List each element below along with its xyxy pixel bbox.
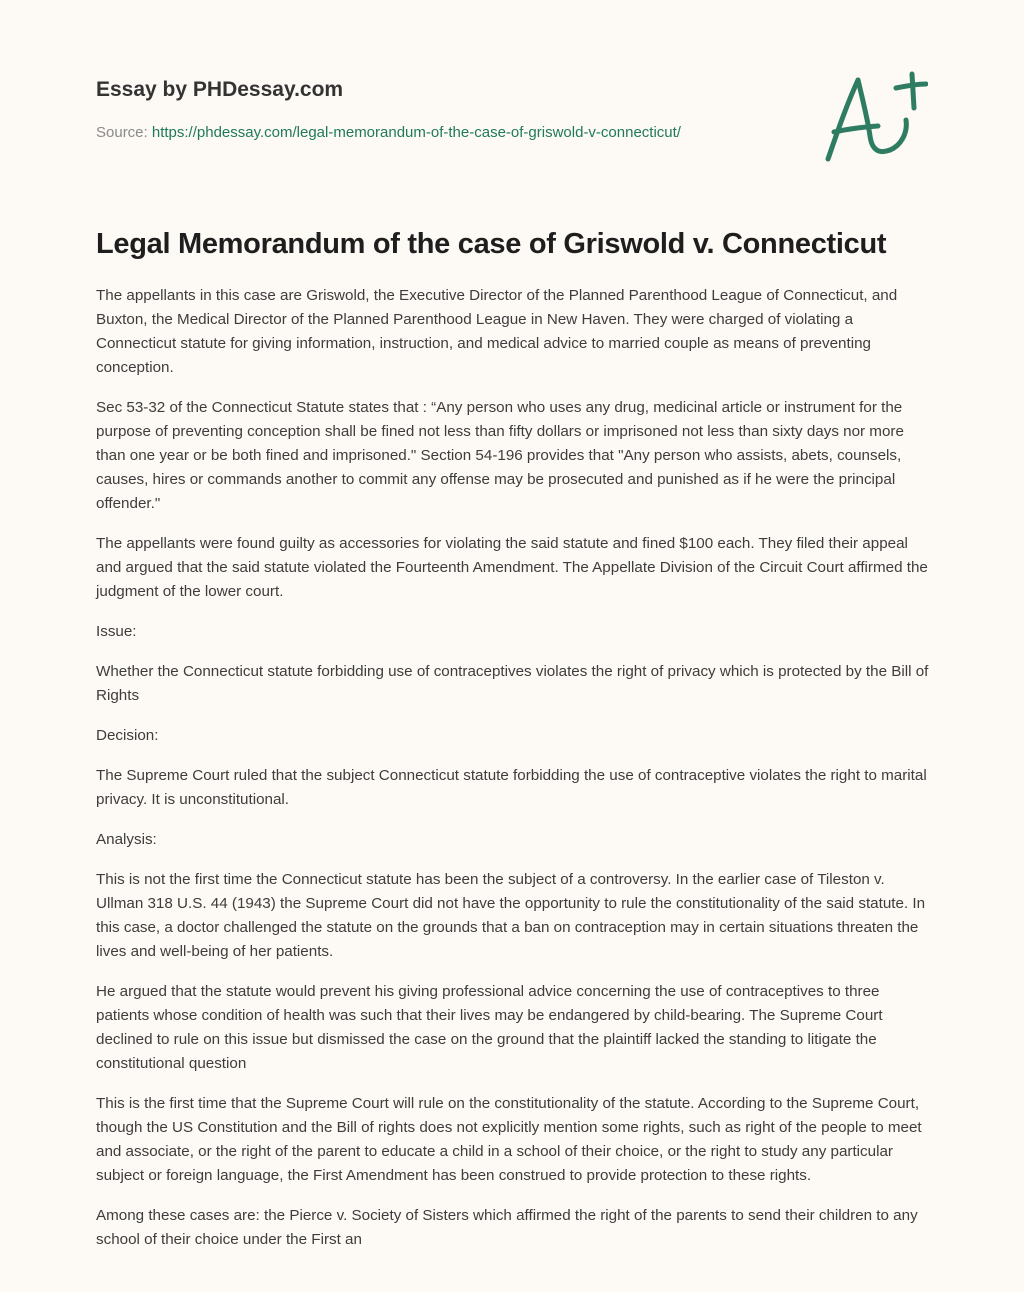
paragraph-guilty: The appellants were found guilty as accessories for violating the said statute and fined $100 each. They filed their appeal and argued that the said statute violated the Fourteenth Amendment. The Appellate Division of the Circuit Court affirmed the judgment of the lower court. [96, 535, 928, 600]
paragraph-appellants: The appellants in this case are Griswold, the Executive Director of the Planned Parenthood League of Connecticut, and Buxton, the Medical Director of the Planned Parenthood League in New Haven. They were charged of violating a Connecticut statute for giving information, instruction, and medical advice to married couple as means of preventing conception. [96, 287, 898, 376]
site-title: Essay by PHDessay.com [96, 78, 344, 101]
source-link[interactable]: https://phdessay.com/legal-memorandum-of-the-case-of-griswold-v-connecticut/ [151, 124, 681, 141]
source-label: Source: [96, 124, 148, 141]
paragraph-analysis-2: He argued that the statute would prevent his giving professional advice concerning the use of contraceptives to three patients whose condition of health was such that their lives may be endangered by child-bearing. The Supreme Court declined to rule on this issue but dismissed the case on the ground that the plaintiff lacked the standing to litigate the constitutional question [96, 983, 883, 1072]
paragraph-decision: The Supreme Court ruled that the subject Connecticut statute forbidding the use of contraceptive violates the right to marital privacy. It is unconstitutional. [96, 767, 927, 808]
paragraph-analysis-1: This is not the first time the Connecticut statute has been the subject of a controversy. In the earlier case of Tileston v. Ullman 318 U.S. 44 (1943) the Supreme Court did not have the opportunity to rule the constitutionality of the said statute. In this case, a doctor challenged the statute on the grounds that a ban on contraception may in certain situations threaten the lives and well-being of her patients. [96, 871, 926, 960]
paragraph-issue: Whether the Connecticut statute forbidding use of contraceptives violates the right of privacy which is protected by the Bill of Rights [96, 663, 929, 704]
paragraph-analysis-4: Among these cases are: the Pierce v. Society of Sisters which affirmed the right of the parents to send their children to any school of their choice under the First an [96, 1207, 918, 1248]
document-title: Legal Memorandum of the case of Griswold v. Connecticut [96, 228, 887, 260]
heading-decision: Decision: [96, 727, 159, 744]
heading-analysis: Analysis: [96, 831, 157, 848]
paragraph-statute: Sec 53-32 of the Connecticut Statute states that : “Any person who uses any drug, medicinal article or instrument for the purpose of preventing conception shall be fined not less than fifty dollars or imprisoned not less than sixty days nor more than one year or be both fined and imprisoned." Section 54-196 provides that "Any person who assists, abets, counsels, causes, hires or commands another to commit any offense may be prosecuted and punished as if he were the principal offender." [96, 399, 904, 512]
paragraph-analysis-3: This is the first time that the Supreme Court will rule on the constitutionality of the statute. According to the Supreme Court, though the US Constitution and the Bill of rights does not explicitly mention some rights, such as right of the people to meet and associate, or the right of the parent to educate a child in a school of their choice, or the right to study any particular subject or foreign language, the First Amendment has been construed to provide protection to these rights. [96, 1095, 922, 1184]
heading-issue: Issue: [96, 623, 137, 640]
document-body [96, 284, 932, 1268]
a-plus-grade-icon [818, 66, 928, 166]
source-line [96, 123, 681, 143]
